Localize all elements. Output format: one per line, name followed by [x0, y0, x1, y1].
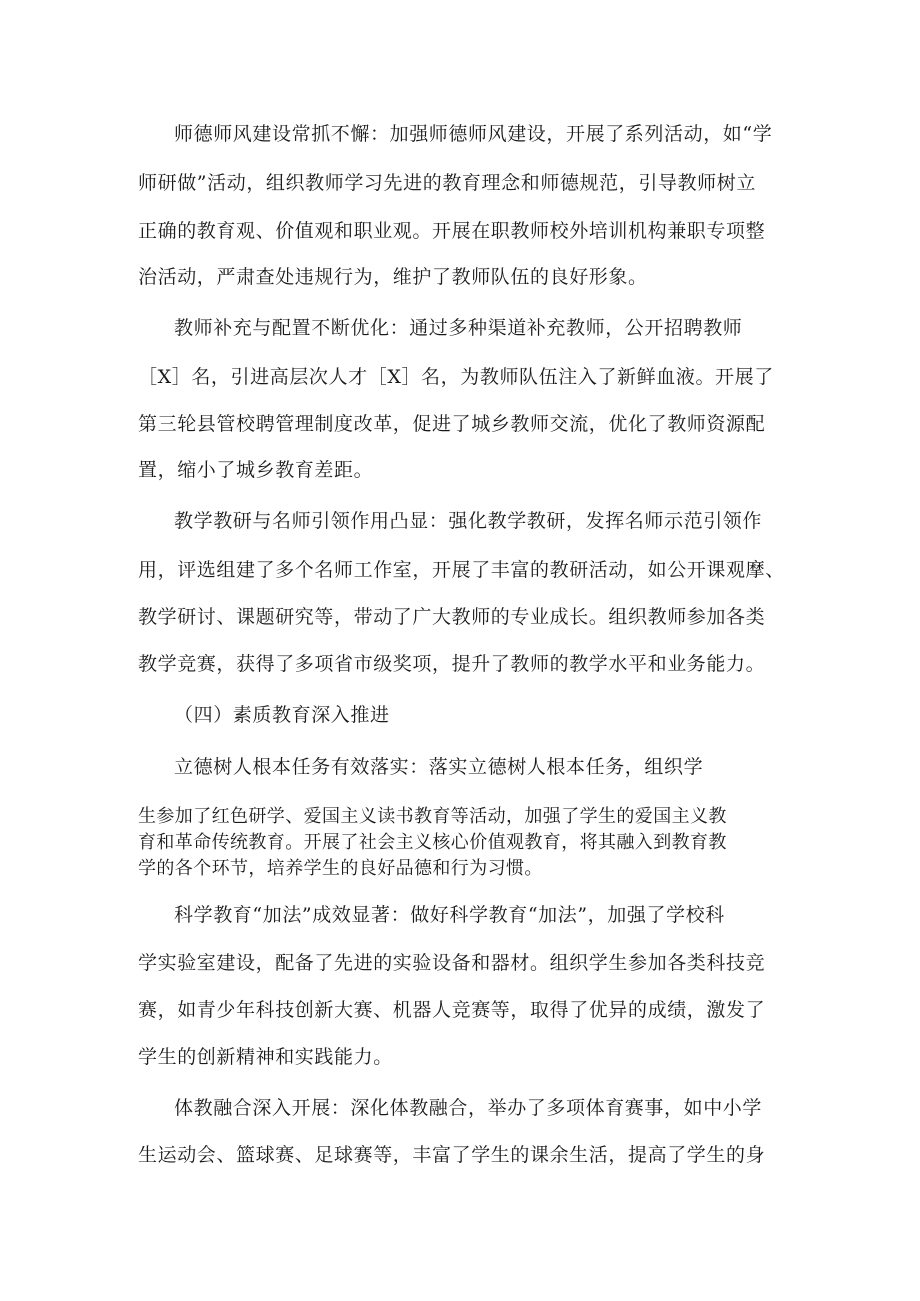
text-line: 生运动会、篮球赛、足球赛等，丰富了学生的课余生活，提高了学生的身	[138, 1144, 766, 1166]
text-line: 教学教研与名师引领作用凸显：强化教学教研，发挥名师示范引领作	[174, 510, 763, 532]
text-line: 学生的创新精神和实践能力。	[138, 1046, 393, 1068]
text-line: 治活动，严肃查处违规行为，维护了教师队伍的良好形象。	[138, 266, 648, 288]
text-line: 教师补充与配置不断优化：通过多种渠道补充教师，公开招聘教师	[174, 317, 743, 339]
text-line: 科学教育“加法”成效显著：做好科学教育“加法”，加强了学校科	[174, 904, 725, 926]
text-line: 体教融合深入开展：深化体教融合，举办了多项体育赛事，如中小学	[174, 1097, 763, 1119]
text-line: 教学竞赛，获得了多项省市级奖项，提升了教师的教学水平和业务能力。	[138, 653, 766, 675]
section-heading: （四）素质教育深入推进	[174, 704, 390, 726]
text-line: 正确的教育观、价值观和职业观。开展在职教师校外培训机构兼职专项整	[138, 220, 766, 242]
text-line: ［X］名，引进高层次人才［X］名，为教师队伍注入了新鲜血液。开展了	[138, 366, 774, 388]
text-line: 学实验室建设，配备了先进的实验设备和器材。组织学生参加各类科技竞	[138, 952, 766, 974]
text-line: 教学研讨、课题研究等，带动了广大教师的专业成长。组织教师参加各类	[138, 606, 766, 628]
text-line: 置，缩小了城乡教育差距。	[138, 459, 374, 481]
text-line: 育和革命传统教育。开展了社会主义核心价值观教育，将其融入到教育教	[138, 832, 727, 853]
text-line: 师德师风建设常抓不懈：加强师德师风建设，开展了系列活动，如“学	[174, 123, 773, 145]
text-line: 赛，如青少年科技创新大赛、机器人竞赛等，取得了优异的成绩，激发了	[138, 999, 766, 1021]
text-line: 学的各个环节，培养学生的良好品德和行为习惯。	[138, 858, 543, 879]
text-line: 用，评选组建了多个名师工作室，开展了丰富的教研活动，如公开课观摩、	[138, 559, 785, 581]
text-line: 第三轮县管校聘管理制度改革，促进了城乡教师交流，优化了教师资源配	[138, 413, 766, 435]
text-line: 立德树人根本任务有效落实：落实立德树人根本任务，组织学	[174, 756, 704, 778]
text-line: 生参加了红色研学、爱国主义读书教育等活动，加强了学生的爱国主义教	[138, 806, 727, 827]
text-line: 师研做”活动，组织教师学习先进的教育理念和师德规范，引导教师树立	[138, 172, 756, 194]
